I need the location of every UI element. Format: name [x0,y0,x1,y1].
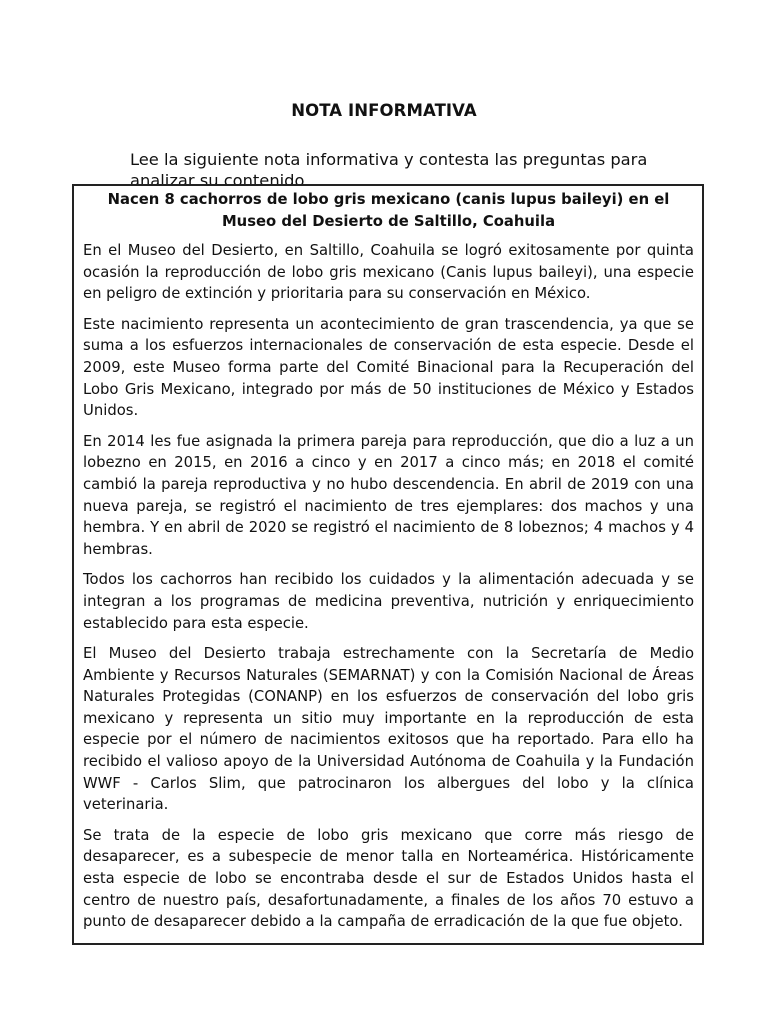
article-box [72,184,704,945]
article-paragraph-1: En el Museo del Desierto, en Saltillo, Coahuila se logró exitosamente por quinta ocasión la reproducción de lobo gris mexicano (Canis lupus baileyi), una especie en peligro de extinción y prioritaria para su conservación en México. [83,242,694,303]
article-paragraph-3: En 2014 les fue asignada la primera pareja para reproducción, que dio a luz a un lobezno en 2015, en 2016 a cinco y en 2017 a cinco más; en 2018 el comité cambió la pareja reproductiva y no hubo descendencia. En abril de 2019 con una nueva pareja, se registró el nacimiento de tres ejemplares: dos machos y una hembra. Y en abril de 2020 se registró el nacimiento de 8 lobeznos; 4 machos y 4 hembras. [83,432,694,558]
article-paragraph-2: Este nacimiento representa un acontecimiento de gran trascendencia, ya que se suma a los esfuerzos internacionales de conservación de esta especie. Desde el 2009, este Museo forma parte del Comité Binacional para la Recuperación del Lobo Gris Mexicano, integrado por más de 50 instituciones de México y Estados Unidos. [83,315,694,420]
article-paragraph-4: Todos los cachorros han recibido los cuidados y la alimentación adecuada y se integran a los programas de medicina preventiva, nutrición y enriquecimiento establecido para esta especie. [83,571,694,632]
instructions-text: Lee la siguiente nota informativa y contesta las preguntas para analizar su contenido. [130,150,648,191]
page-title: NOTA INFORMATIVA [291,101,477,121]
article-paragraph-6: Se trata de la especie de lobo gris mexicano que corre más riesgo de desaparecer, es a subespecie de menor talla en Norteamérica. Históricamente esta especie de lobo se encontraba desde el sur de Estados Unidos hasta el centro de nuestro país, desafortunadamente, a finales de los años 70 estuvo a punto de desaparecer debido a la campaña de erradicación de la que fue objeto. [83,826,694,931]
article-headline: Nacen 8 cachorros de lobo gris mexicano (canis lupus baileyi) en el Museo del Desierto de Saltillo, Coahuila [107,191,670,230]
article-paragraph-5: El Museo del Desierto trabaja estrechamente con la Secretaría de Medio Ambiente y Recursos Naturales (SEMARNAT) y con la Comisión Nacional de Áreas Naturales Protegidas (CONANP) en los esfuerzos de conservación del lobo gris mexicano y representa un sitio muy importante en la reproducción de esta especie por el número de nacimientos exitosos que ha reportado. Para ello ha recibido el valioso apoyo de la Universidad Autónoma de Coahuila y la Fundación WWF - Carlos Slim, que patrocinaron los albergues del lobo y la clínica veterinaria. [83,645,694,814]
